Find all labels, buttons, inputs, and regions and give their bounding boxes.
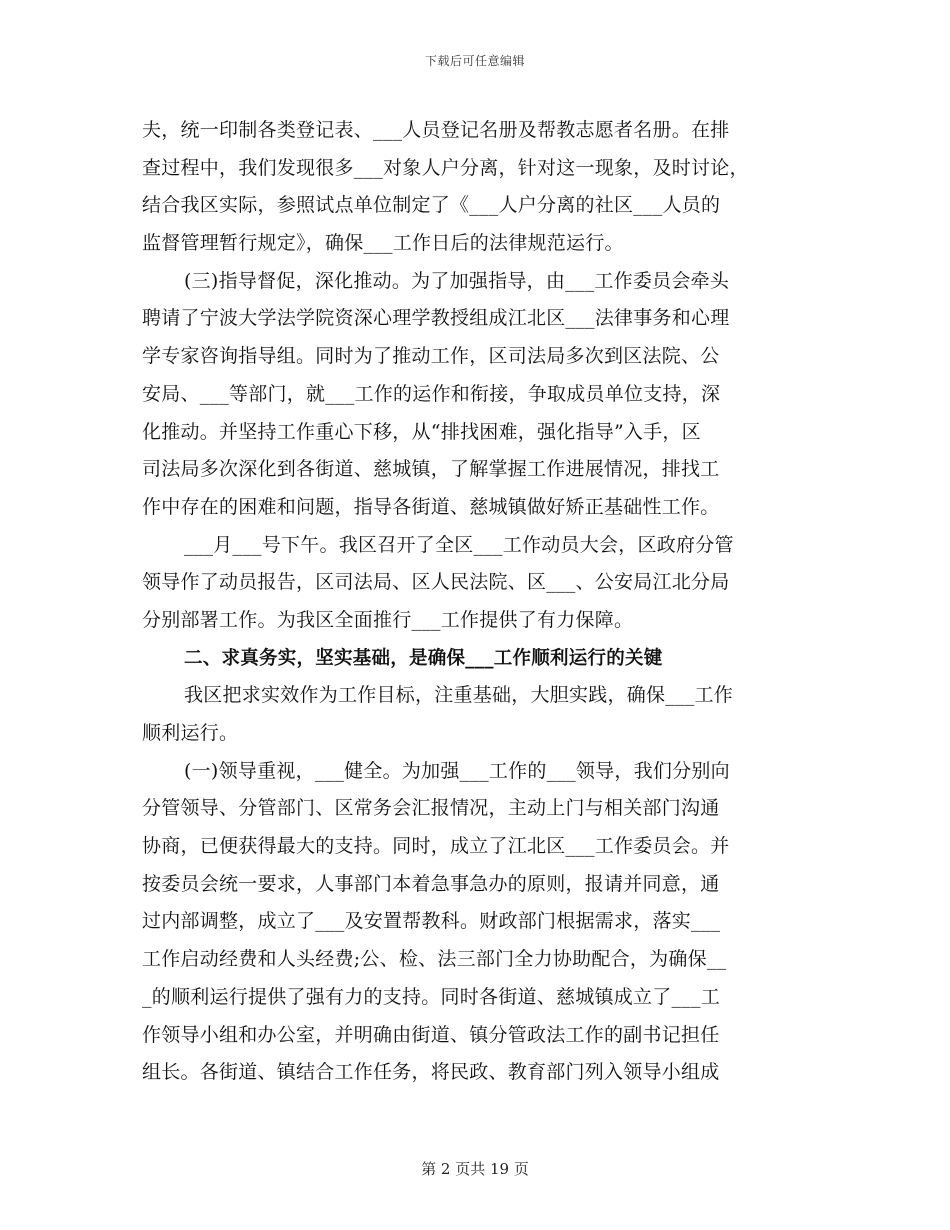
document-body	[142, 112, 810, 1092]
text-line: 工作启动经费和人头经费;公、检、法三部门全力协助配合，为确保__	[142, 948, 727, 971]
text-line: 监督管理暂行规定》，确保___工作日后的法律规范运行。	[142, 232, 624, 255]
text-line: 查过程中，我们发现很多___对象人户分离，针对这一现象，及时讨论，	[142, 156, 749, 179]
text-line: _的顺利运行提供了强有力的支持。同时各街道、慈城镇成立了___工	[142, 985, 721, 1008]
section-heading: 二、求真务实，坚实基础，是确保___工作顺利运行的关键	[184, 647, 663, 669]
paragraph-first-line: 我区把求实效作为工作目标，注重基础，大胆实践，确保___工作	[184, 684, 734, 707]
text-line: 化推动。并坚持工作重心下移，从“排找困难，强化指导”入手，区	[142, 420, 701, 443]
page-number-footer: 第 2 页共 19 页	[421, 1160, 529, 1178]
text-line: 分管领导、分管部门、区常务会汇报情况，主动上门与相关部门沟通	[142, 797, 720, 820]
text-line: 结合我区实际，参照试点单位制定了《___人户分离的社区___人员的	[142, 194, 721, 217]
text-line: 作领导小组和办公室，并明确由街道、镇分管政法工作的副书记担任	[142, 1023, 720, 1046]
page-header: 下载后可任意编辑	[424, 54, 525, 68]
text-line: 学专家咨询指导组。同时为了推动工作，区司法局多次到区法院、公	[142, 345, 720, 368]
text-line: 安局、___等部门，就___工作的运作和衔接，争取成员单位支持，深	[142, 382, 721, 405]
text-line: 领导作了动员报告，区司法局、区人民法院、区___、公安局江北分局	[142, 571, 730, 594]
text-line: 聘请了宁波大学法学院资深心理学教授组成江北区___法律事务和心理	[142, 307, 730, 330]
paragraph-first-line: (三)指导督促，深化推动。为了加强指导，由___工作委员会牵头	[184, 269, 730, 292]
text-line: 作中存在的困难和问题，指导各街道、慈城镇做好矫正基础性工作。	[142, 495, 720, 518]
text-line: 组长。各街道、镇结合工作任务，将民政、教育部门列入领导小组成	[142, 1061, 720, 1084]
text-line: 按委员会统一要求，人事部门本着急事急办的原则，报请并同意，通	[142, 872, 720, 895]
paragraph-first-line: ___月___号下午。我区召开了全区___工作动员大会，区政府分管	[184, 533, 734, 556]
text-line: 顺利运行。	[142, 722, 239, 744]
text-line: 夫，统一印制各类登记表、___人员登记名册及帮教志愿者名册。在排	[142, 119, 730, 141]
text-line: 分别部署工作。为我区全面推行___工作提供了有力保障。	[142, 608, 634, 631]
paragraph-first-line: (一)领导重视，___健全。为加强___工作的___领导，我们分别向	[184, 759, 730, 782]
text-line: 过内部调整，成立了___及安置帮教科。财政部门根据需求，落实___	[142, 910, 721, 933]
text-line: 司法局多次深化到各街道、慈城镇，了解掌握工作进展情况，排找工	[142, 458, 720, 481]
text-line: 协商，已便获得最大的支持。同时，成立了江北区___工作委员会。并	[142, 835, 730, 858]
